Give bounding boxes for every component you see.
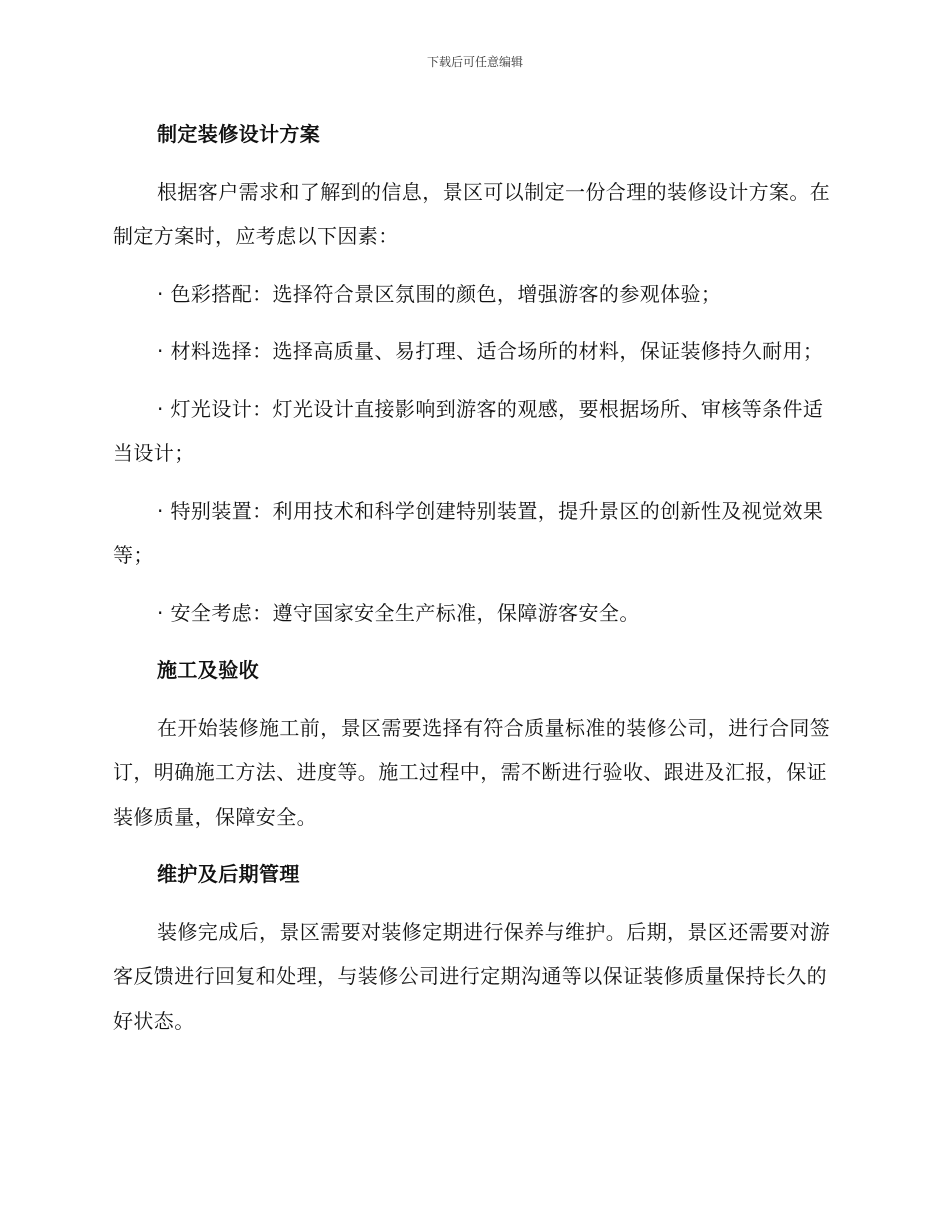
section-construction (113, 648, 831, 839)
section-heading: 制定装修设计方案 (157, 122, 321, 146)
paragraph: 在开始装修施工前，景区需要选择有符合质量标准的装修公司，进行合同签订，明确施工方法、进度等。施工过程中，需不断进行验收、跟进及汇报，保证装修质量，保障安全。 (113, 715, 831, 829)
section-heading: 维护及后期管理 (157, 862, 300, 886)
section-heading: 施工及验收 (157, 658, 259, 682)
bullet-item: · 材料选择：选择高质量、易打理、适合场所的材料，保证装修持久耐用； (157, 339, 824, 363)
page-header: 下载后可任意编辑 (426, 55, 523, 69)
document-body (113, 112, 831, 1056)
bullet-item: · 特别装置：利用技术和科学创建特别装置，提升景区的创新性及视觉效果等； (113, 498, 824, 567)
bullet-item: · 灯光设计：灯光设计直接影响到游客的观感，要根据场所、审核等条件适当设计； (113, 396, 824, 465)
paragraph: 根据客户需求和了解到的信息，景区可以制定一份合理的装修设计方案。在制定方案时，应考虑以下因素： (113, 179, 831, 248)
bullet-item: · 色彩搭配：选择符合景区氛围的颜色，增强游客的参观体验； (157, 281, 722, 306)
section-maintenance (113, 852, 831, 1043)
section-design-plan (113, 112, 831, 635)
bullet-item: · 安全考虑：遵守国家安全生产标准，保障游客安全。 (157, 600, 640, 625)
paragraph: 装修完成后，景区需要对装修定期进行保养与维护。后期，景区还需要对游客反馈进行回复和处理，与装修公司进行定期沟通等以保证装修质量保持长久的好状态。 (113, 919, 831, 1033)
